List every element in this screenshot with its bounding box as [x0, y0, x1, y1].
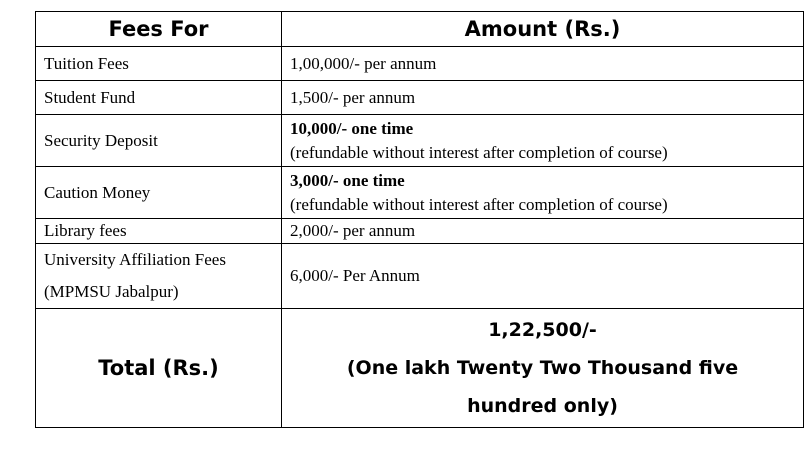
total-amount: 1,22,500/- [488, 319, 597, 341]
fee-amount: 3,000/- one time [290, 170, 405, 190]
header-amount: Amount (Rs.) [282, 12, 804, 47]
table-header-row [36, 12, 804, 47]
fee-label: Tuition Fees [36, 47, 282, 81]
fee-label: Caution Money [36, 167, 282, 219]
total-words-line2: hundred only) [467, 395, 618, 417]
fee-amount: 10,000/- one time [290, 118, 414, 138]
fee-amount: 1,500/- per annum [282, 81, 804, 115]
table-row-security-deposit [36, 115, 804, 167]
total-words-line1: (One lakh Twenty Two Thousand five [346, 357, 739, 379]
fee-label: University Affiliation Fees [44, 250, 226, 269]
header-fees-for: Fees For [36, 12, 282, 47]
fee-label: Student Fund [36, 81, 282, 115]
fee-label-cell [36, 244, 282, 309]
fee-amount: 2,000/- per annum [282, 219, 804, 244]
fee-note: (refundable without interest after completion of course) [290, 194, 668, 214]
fee-label-sub: (MPMSU Jabalpur) [44, 282, 179, 301]
fee-note: (refundable without interest after completion of course) [290, 142, 668, 162]
fees-table [35, 11, 804, 428]
table-row-total [36, 309, 804, 428]
table-row-library-fees [36, 219, 804, 244]
fee-amount-cell [282, 167, 804, 219]
table-row-student-fund [36, 81, 804, 115]
total-label: Total (Rs.) [36, 309, 282, 428]
fee-label: Security Deposit [36, 115, 282, 167]
total-amount-cell [282, 309, 804, 428]
fee-amount: 6,000/- Per Annum [282, 244, 804, 309]
fee-label: Library fees [36, 219, 282, 244]
table-row-tuition-fees [36, 47, 804, 81]
fee-amount-cell [282, 115, 804, 167]
fee-amount: 1,00,000/- per annum [282, 47, 804, 81]
table-row-university-affiliation [36, 244, 804, 309]
table-row-caution-money [36, 167, 804, 219]
